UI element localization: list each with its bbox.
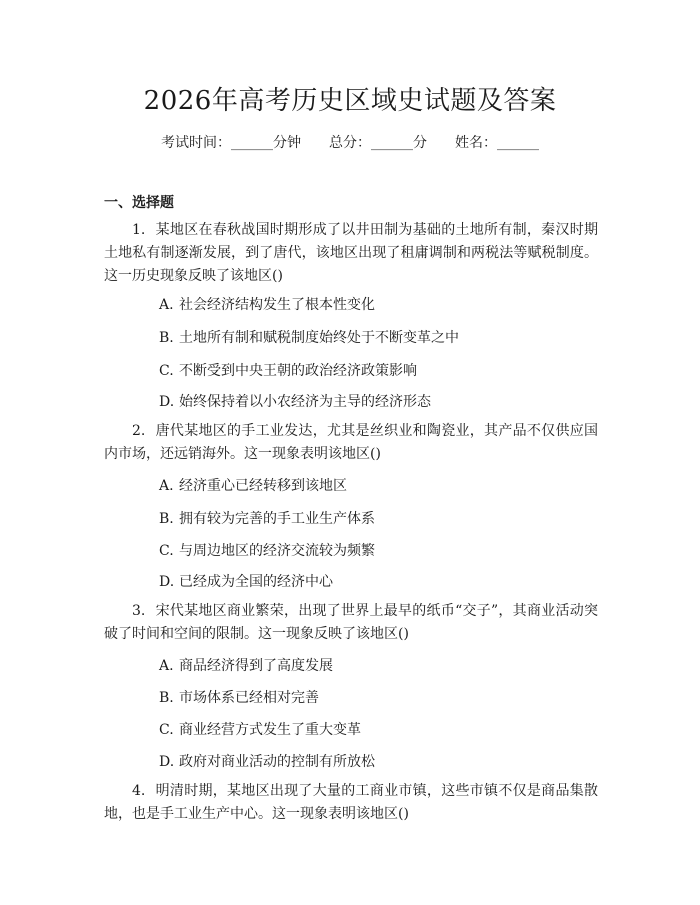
option-text: 政府对商业活动的控制有所放松 (179, 754, 375, 770)
question-1-option-b (159, 327, 459, 347)
question-1-option-d (159, 391, 431, 411)
question-number: 4. (132, 783, 146, 799)
question-stem: 明清时期，某地区出现了大量的工商业市镇，这些市镇不仅是商品集散地，也是手工业生产中心。这一现象表明该地区() (104, 783, 598, 822)
question-3-option-d (159, 751, 375, 771)
question-2 (104, 420, 598, 466)
option-letter: C. (159, 543, 174, 559)
question-number: 2. (132, 423, 146, 439)
option-letter: B. (159, 330, 174, 346)
option-text: 不断受到中央王朝的政治经济政策影响 (179, 363, 417, 379)
option-letter: C. (159, 363, 174, 379)
question-1 (104, 219, 598, 288)
option-text: 市场体系已经相对完善 (179, 690, 319, 706)
option-letter: C. (159, 722, 174, 738)
option-letter: D. (159, 754, 175, 770)
question-2-option-c (159, 540, 375, 560)
exam-meta (0, 132, 700, 152)
option-letter: A. (159, 297, 174, 313)
question-2-option-a (159, 475, 347, 495)
option-text: 经济重心已经转移到该地区 (179, 478, 347, 494)
student-name-field: 姓名：______ (455, 135, 539, 151)
option-text: 商品经济得到了高度发展 (179, 658, 333, 674)
question-number: 1. (132, 222, 146, 238)
option-text: 与周边地区的经济交流较为频繁 (179, 543, 375, 559)
question-3 (104, 600, 598, 646)
total-score-field: 总分：______分 (329, 135, 427, 151)
exam-time-field: 考试时间：______分钟 (161, 135, 301, 151)
question-3-option-c (159, 719, 361, 739)
question-1-option-a (159, 294, 375, 314)
question-3-option-b (159, 687, 319, 707)
option-letter: A. (159, 478, 174, 494)
question-3-option-a (159, 655, 333, 675)
option-letter: B. (159, 690, 174, 706)
option-text: 已经成为全国的经济中心 (179, 574, 333, 590)
question-2-option-d (159, 571, 333, 591)
option-text: 社会经济结构发生了根本性变化 (179, 297, 375, 313)
option-text: 商业经营方式发生了重大变革 (179, 722, 361, 738)
question-2-option-b (159, 508, 375, 528)
section-title: 一、选择题 (104, 195, 174, 211)
question-stem: 某地区在春秋战国时期形成了以井田制为基础的土地所有制，秦汉时期土地私有制逐渐发展，到了唐代，该地区出现了租庸调制和两税法等赋税制度。这一历史现象反映了该地区() (104, 222, 598, 284)
page-title: 2026年高考历史区域史试题及答案 (143, 86, 557, 116)
question-4 (104, 780, 598, 826)
option-text: 拥有较为完善的手工业生产体系 (179, 511, 375, 527)
option-letter: A. (159, 658, 174, 674)
option-text: 土地所有制和赋税制度始终处于不断变革之中 (179, 330, 459, 346)
question-1-option-c (159, 360, 417, 380)
question-stem: 唐代某地区的手工业发达，尤其是丝织业和陶瓷业，其产品不仅供应国内市场，还远销海外。这一现象表明该地区() (104, 423, 598, 462)
option-text: 始终保持着以小农经济为主导的经济形态 (179, 394, 431, 410)
option-letter: D. (159, 394, 175, 410)
option-letter: B. (159, 511, 174, 527)
option-letter: D. (159, 574, 175, 590)
question-number: 3. (132, 603, 146, 619)
question-stem: 宋代某地区商业繁荣，出现了世界上最早的纸币“交子”，其商业活动突破了时间和空间的限制。这一现象反映了该地区() (104, 603, 598, 642)
